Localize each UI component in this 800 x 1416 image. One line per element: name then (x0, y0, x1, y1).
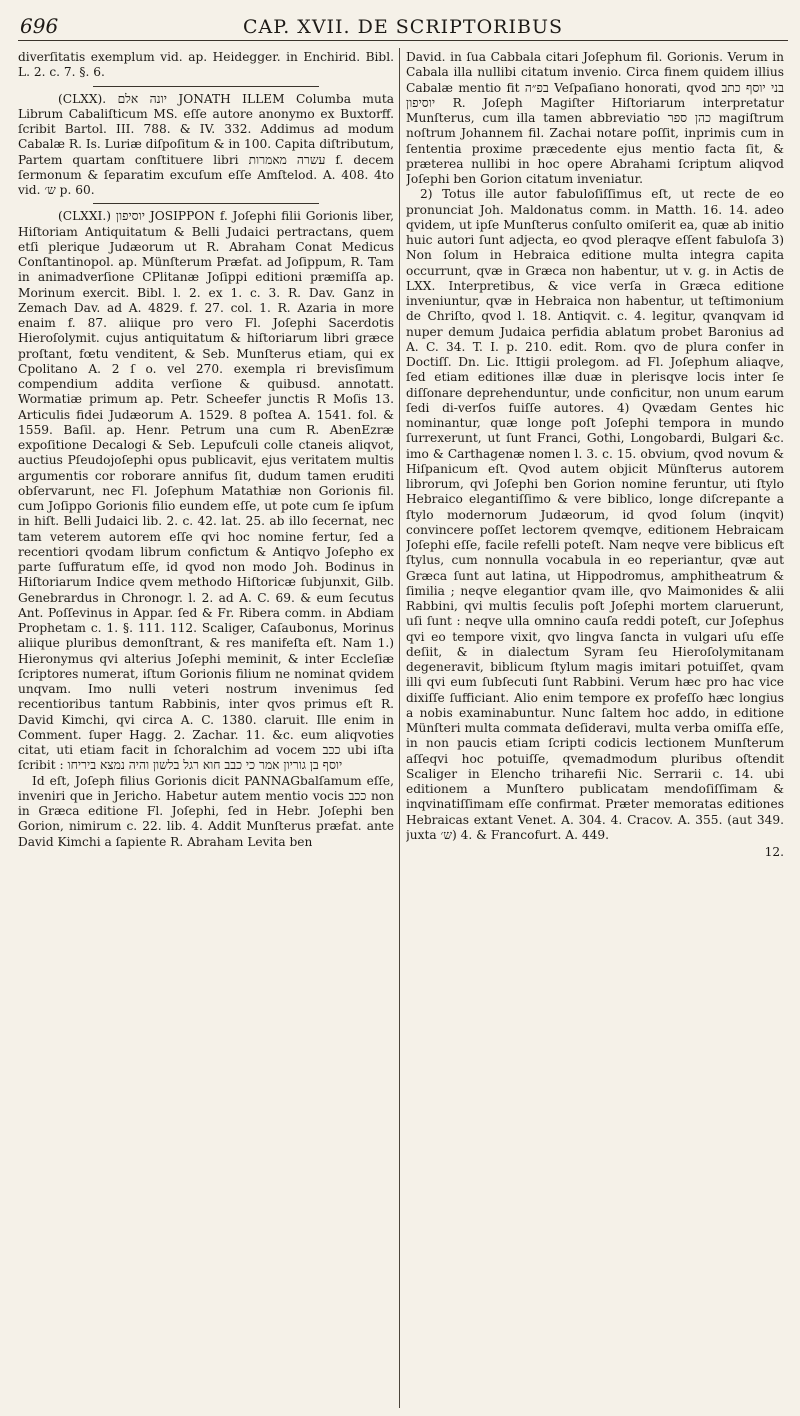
paragraph-translation: Id eſt, Joſeph filius Gorionis dicit PANNAGbalſamum eſſe, inveniri que in Jericho. Habetur autem mentio vocis ככב non in Græca editione Fl. Joſephi, ſed in Hebr. Joſephi ben Gorion, nimirum c. 22. lib. 4. Addit Munſterus præfat. ante David Kimchi a ſapiente R. Abraham Levita ben (18, 773, 394, 849)
right-column (406, 50, 784, 1406)
catchword: 12. (764, 845, 784, 859)
entry-clxxi: (CLXXI.) יוסיפון JOSIPPON f. Joſephi filii Gorionis liber, Hiſtoriam Antiquitatum & Belli Judaici pertractans, quem etſi plerique Judæorum ut R. Abraham Conat Medicus Conſtantinopol. ap. Münſterum Præfat. ad Joſippum, R. Tam in animadverſione CPlitanæ Joſippi editioni præmiſſa ap. Morinum exercit. Bibl. l. 2. ex 1. c. 3. R. Dav. Ganz in Zemach Dav. ad A. 4829. f. 27. col. 1. R. Azaria in more enaim f. 87. aliique pro vero Fl. Joſephi Sacerdotis Hieroſolymit. cujus antiquitatum & hiſtoriarum libri græce proſtant, fœtu venditent, & Seb. Munſterus etiam, qui ex Cpolitano A. 2 ſ o. vel 270. exempla ri brevisſimum compendium addita verſione & quibusd. annotatt. Wormatiæ primum ap. Petr. Scheefer junctis R Moſis 13. Articulis fidei Judæorum A. 1529. 8 poſtea A. 1541. fol. & 1559. Baſil. ap. Henr. Petrum una cum R. AbenEzræ expoſitione Decalogi & Seb. Lepufculi colle ctaneis aliqvot, auctius Pſeudojoſephi opus publicavit, ejus veritatem multis argumentis cor roborare annifus ſit, dudum tamen eruditi obſervarunt, nec Fl. Joſephum Matathiæ non Gorionis fil. cum Joſippo Gorionis filio eundem eſſe, ut pote cum ſe ipſum in hiſt. Belli Judaici lib. 2. c. 42. lat. 25. ab illo ſecernat, nec tam veterem autorem eſſe qvi hoc nomine fertur, ſed a recentiori qvodam librum confictum & Antiqvo Joſepho ex parte ſuffuratum eſſe, id qvod non modo Joh. Bodinus in Hiſtoriarum Indice qvem methodo Hiſtoricæ ſubjunxit, Gilb. Genebrardus in Chronogr. l. 2. ad A. C. 69. & eum ſecutus Ant. Poſſevinus in Appar. ſed & Fr. Ribera comm. in Abdiam Prophetam c. 1. §. 111. 112. Scaliger, Caſaubonus, Morinus aliique pluribus demonſtrant, & res manifeſta eſt. Nam 1.) Hieronymus qvi alterius Joſephi meminit, & inter Eccleſiæ ſcriptores numerat, iſtum Gorionis filium ne nominat qvidem unqvam. Imo nulli veteri nostrum invenimus ſed recentioribus tantum Rabbinis, inter qvos primus eſt R. David Kimchi, qvi circa A. C. 1380. claruit. Ille enim in Comment. ſuper Hagg. 2. Zachar. 11. &c. eum aliqvoties citat, uti etiam facit in ſchoralchim ad vocem ככב ubi iſta ſcribit : יוסף בן גוריון אמר כי כבב חוא רגל בלשון והיה נמצא ביריחו (18, 209, 394, 773)
paragraph-continuation: David. in ſua Cabbala citari Joſephum fil. Gorionis. Verum in Cabala illa nullibi citatum invenio. Circa finem quidem illius Cabalæ mentio fit בפ״ה Veſpaſiano honorati, qvod בני יוסף כתב יוסיפון R. Joſeph Magiſter Hiſtoriarum interpretatur Munſterus, cum illa tamen abbreviatio כהן ספר magiſtrum noſtrum Johannem fil. Zachai notare poſſit, inprimis cum in ſententia proxime præcedente ejus mentio facta ſit, & præterea nullibi in hoc opere Abrahami ſcriptum aliqvod Joſephi ben Gorion citatum inveniatur. (406, 50, 784, 186)
section-rule (93, 203, 319, 204)
page-number: 696 (20, 14, 59, 38)
running-title: CAP. XVII. DE SCRIPTORIBUS (243, 16, 563, 38)
section-rule (93, 86, 319, 87)
left-column (18, 50, 394, 1406)
running-header (18, 14, 788, 41)
paragraph-arguments: 2) Totus ille autor fabuloſiſſimus eſt, ut recte de eo pronunciat Joh. Maldonatus comm. in Matth. 16. 14. adeo qvidem, ut ipſe Munſterus conſulto omiſerit ea, quæ ab initio huic autori ſunt adjecta, eo qvod pleraqve eſſent fabuloſa 3) Non ſolum in Hebraica editione multa integra capita occurrunt, qvæ in Græca non habentur, ut v. g. in Actis de LXX. Interpretibus, & vice verſa in Græca editione inveniuntur, qvæ in Hebraica non habentur, ut teſtimonium de Chriſto, qvod l. 18. Antiqvit. c. 4. legitur, qvanqvam id nuper demum Judaica perfidia ablatum probet Baronius ad A. C. 34. T. I. p. 210. edit. Rom. qvo de plura confer in Doctiſſ. Dn. Lic. Ittigii prolegom. ad Fl. Joſephum aliaqve, ſed etiam editiones illæ duæ in plerisqve locis inter ſe diſſonare deprehenduntur, unde conficitur, non unum earum ſedi di-verſos fuiſſe autores. 4) Qvædam Gentes hic nominantur, quæ longe poſt Joſephi tempora in mundo ſurrexerunt, ut ſunt Franci, Gothi, Longobardi, Bulgari &c. imo & Carthagenæ nomen l. 3. c. 15. obvium, qvod novum & Hiſpanicum eſt. Qvod autem objicit Münſterus autorem librorum, qvi Joſephi ben Gorion nomine feruntur, uti ſtylo Hebraico elegantiſſimo & vere biblico, longe diſcrepante a ſtylo modernorum Judæorum, id qvod ſolum (inqvit) convincere poſſet lectorem qvemqve, editionem Hebraicam Joſephi eſſe, facile refelli poteſt. Nam neqve vere biblicus eſt ſtylus, cum nonnulla vocabula in eo reperiantur, qvæ aut Græca ſunt aut latina, ut Hippodromus, amphitheatrum & ſimilia ; neqve elegantior qvam ille, qvo Maimonides & alii Rabbini, qvi multis ſeculis poſt Joſephi mortem claruerunt, uſi ſunt : neqve ulla omnino cauſa reddi poteſt, cur Joſephus qvi eo tempore vixit, qvo lingva ſancta in vulgari uſu eſſe deſiit, & in dialectum Syram ſeu Hieroſolymitanam degeneravit, biblicum ſtylum magis imitari potuiſſet, qvam illi qvi eum ſubſecuti ſunt Rabbini. Verum hæc pro hac vice dixiſſe ſufficiant. Alio enim tempore ex profeſſo hæc longius a nobis examinabuntur. Nunc ſaltem hoc addo, in editione Münſteri multa commata deſideravi, multa verba omiſſa eſſe, in non paucis etiam ſcripti codicis lectionem Munſterum aſſeqvi hoc potuiſſe, qvemadmodum pluribus oſtendit Scaliger in Elencho triharefii Nic. Serrarii c. 14. ubi editionem a Munſtero publicatam mendoſiſſimam & inqvinatiſſimam eſſe confirmat. Præter memoratas editiones Hebraicas extant Venet. A. 304. 4. Cracov. A. 355. (aut 349. juxta ש׳) 4. & Francofurt. A. 449. (406, 187, 784, 842)
column-divider (399, 48, 400, 1408)
entry-clxx: (CLXX). יונה אלם JONATH ILLEM Columba muta Librum Cabaliſticum MS. eſſe autore anonymo ex Buxtorff. ſcribit Bartol. III. 788. & IV. 332. Addimus ad modum Cabalæ R. Is. Luriæ diſpoſitum & in 100. Capita diſtributum, Partem quartam conſtituere libri עשרה מאמרות f. decem ſermonum & ſeparatim excuſum eſſe Amſtelod. A. 408. 4to vid. ש׳ p. 60. (18, 91, 394, 197)
paragraph-continuation: diverſitatis exemplum vid. ap. Heidegger. in Enchirid. Bibl. L. 2. c. 7. §. 6. (18, 50, 394, 80)
